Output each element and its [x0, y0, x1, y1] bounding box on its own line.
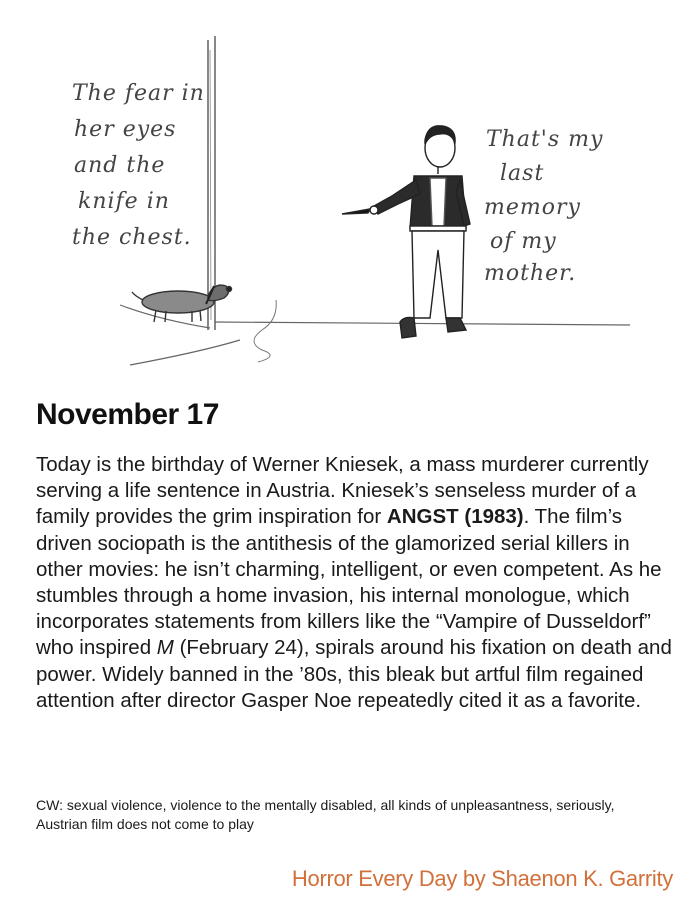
- caption-left-line: her eyes: [74, 117, 177, 142]
- cord-drawing: [254, 300, 276, 362]
- entry-date: November 17: [36, 398, 219, 431]
- caption-left-line: the chest.: [72, 225, 192, 250]
- caption-right: [484, 127, 603, 286]
- caption-right-line: of my: [490, 229, 557, 254]
- caption-right-line: That's my: [486, 127, 604, 152]
- caption-right-line: mother.: [484, 261, 577, 286]
- entry-body-part: . The film’s driven sociopath is the antithesis of the glamorized serial killers in other movies: he isn’t charming, intelligent, or even competent. As he stumbles through a home invasion, his internal monologue, which incorporates statements from killers like the “Vampire of Dusseldorf” who inspired: [36, 505, 662, 660]
- caption-left: [72, 81, 205, 250]
- caption-left-line: knife in: [78, 189, 170, 214]
- floor-lines: [120, 305, 630, 365]
- comic-illustration: [0, 0, 700, 390]
- caption-right-line: memory: [484, 195, 581, 220]
- reference-film-title: M: [156, 636, 174, 660]
- entry-body: [36, 452, 676, 714]
- caption-right-line: last: [500, 161, 545, 186]
- content-warning: CW: sexual violence, violence to the mentally disabled, all kinds of unpleasantness, seriously, Austrian film does not come to play: [36, 797, 615, 832]
- caption-left-line: and the: [74, 153, 166, 178]
- caption-left-line: The fear in: [72, 81, 205, 106]
- man-drawing: [342, 126, 470, 338]
- author-credit: Horror Every Day by Shaenon K. Garrity: [291, 866, 673, 891]
- wall-lines: [208, 36, 215, 330]
- dachshund-drawing: [132, 285, 232, 322]
- entry-body-part: Today is the birthday of Werner Kniesek, a mass murderer currently serving a life sentence in Austria. Kniesek’s senseless murder of a family provides the grim inspiration for: [36, 453, 649, 529]
- film-title: ANGST (1983): [386, 505, 524, 529]
- entry-body-part: (February 24), spirals around his fixation on death and power. Widely banned in the ’80s, this bleak but artful film regained attention after director Gasper Noe repeatedly cited it as a favorite.: [36, 636, 672, 712]
